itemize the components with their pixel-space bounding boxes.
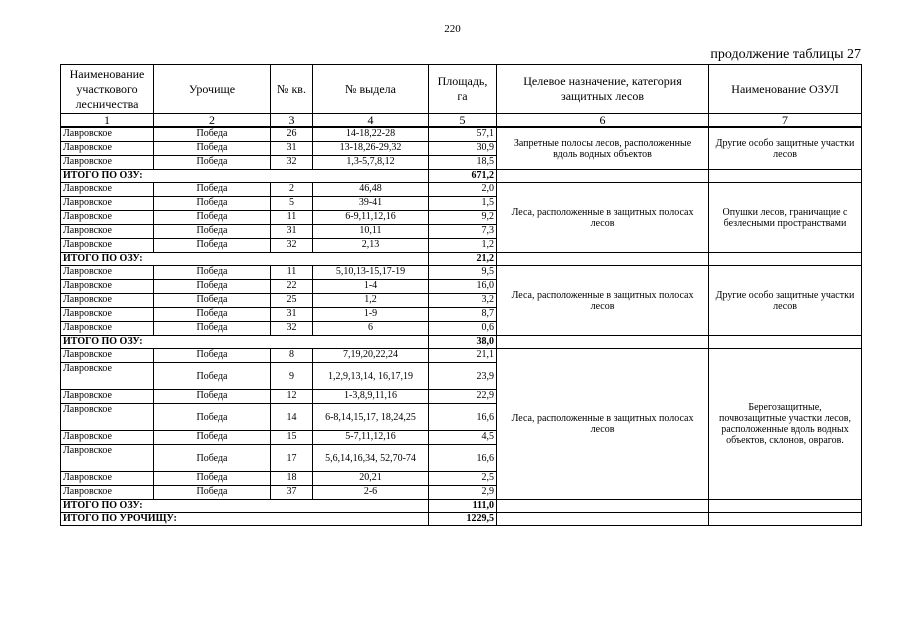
purpose-cell: Леса, расположенные в защитных полосах лесов	[497, 349, 709, 500]
quarter-cell: 32	[271, 156, 313, 170]
forest-table	[60, 64, 862, 526]
area-cell: 22,9	[429, 390, 497, 404]
subtotal-value: 21,2	[429, 253, 497, 266]
forestry-name-cell: Лавровское	[61, 390, 154, 404]
allotment-cell: 6-9,11,12,16	[313, 211, 429, 225]
tract-cell: Победа	[154, 211, 271, 225]
header-cell: Наименование участкового лесничества	[61, 65, 154, 114]
table-row	[61, 183, 862, 197]
empty-cell	[709, 253, 862, 266]
area-cell: 2,9	[429, 486, 497, 500]
tract-cell: Победа	[154, 486, 271, 500]
tract-cell: Победа	[154, 390, 271, 404]
quarter-cell: 14	[271, 404, 313, 431]
column-number: 5	[429, 114, 497, 128]
tract-cell: Победа	[154, 322, 271, 336]
header-row	[61, 65, 862, 114]
allotment-cell: 46,48	[313, 183, 429, 197]
forestry-name-cell: Лавровское	[61, 211, 154, 225]
quarter-cell: 31	[271, 308, 313, 322]
empty-cell	[709, 513, 862, 526]
column-number: 2	[154, 114, 271, 128]
area-cell: 8,7	[429, 308, 497, 322]
allotment-cell: 6-8,14,15,17, 18,24,25	[313, 404, 429, 431]
tract-cell: Победа	[154, 349, 271, 363]
area-cell: 0,6	[429, 322, 497, 336]
column-number-row	[61, 114, 862, 128]
tract-cell: Победа	[154, 183, 271, 197]
forestry-name-cell: Лавровское	[61, 197, 154, 211]
area-cell: 1,5	[429, 197, 497, 211]
tract-cell: Победа	[154, 197, 271, 211]
quarter-cell: 31	[271, 142, 313, 156]
allotment-cell: 20,21	[313, 472, 429, 486]
tract-cell: Победа	[154, 431, 271, 445]
header-cell: № кв.	[271, 65, 313, 114]
table-row	[61, 127, 862, 142]
forestry-name-cell: Лавровское	[61, 363, 154, 390]
quarter-cell: 11	[271, 266, 313, 280]
forestry-name-cell: Лавровское	[61, 156, 154, 170]
quarter-cell: 26	[271, 127, 313, 142]
column-number: 7	[709, 114, 862, 128]
forestry-name-cell: Лавровское	[61, 225, 154, 239]
allotment-cell: 5,10,13-15,17-19	[313, 266, 429, 280]
quarter-cell: 2	[271, 183, 313, 197]
forestry-name-cell: Лавровское	[61, 349, 154, 363]
forestry-name-cell: Лавровское	[61, 486, 154, 500]
quarter-cell: 11	[271, 211, 313, 225]
page-number: 220	[444, 23, 461, 35]
area-cell: 23,9	[429, 363, 497, 390]
allotment-cell: 6	[313, 322, 429, 336]
tract-cell: Победа	[154, 280, 271, 294]
tract-cell: Победа	[154, 156, 271, 170]
purpose-cell: Леса, расположенные в защитных полосах лесов	[497, 266, 709, 336]
area-cell: 1,2	[429, 239, 497, 253]
forestry-name-cell: Лавровское	[61, 266, 154, 280]
header-cell: Урочище	[154, 65, 271, 114]
allotment-cell: 2,13	[313, 239, 429, 253]
forestry-name-cell: Лавровское	[61, 294, 154, 308]
subtotal-value: 671,2	[429, 170, 497, 183]
subtotal-label: ИТОГО ПО ОЗУ:	[61, 500, 429, 513]
area-cell: 16,0	[429, 280, 497, 294]
area-cell: 2,0	[429, 183, 497, 197]
tract-cell: Победа	[154, 266, 271, 280]
forestry-name-cell: Лавровское	[61, 322, 154, 336]
forestry-name-cell: Лавровское	[61, 142, 154, 156]
empty-cell	[709, 170, 862, 183]
tract-cell: Победа	[154, 445, 271, 472]
quarter-cell: 15	[271, 431, 313, 445]
area-cell: 7,3	[429, 225, 497, 239]
table-continuation-caption: продолжение таблицы 27	[710, 47, 861, 62]
subtotal-label: ИТОГО ПО ОЗУ:	[61, 170, 429, 183]
quarter-cell: 18	[271, 472, 313, 486]
allotment-cell: 1,2,9,13,14, 16,17,19	[313, 363, 429, 390]
grand-total-value: 1229,5	[429, 513, 497, 526]
area-cell: 4,5	[429, 431, 497, 445]
area-cell: 3,2	[429, 294, 497, 308]
allotment-cell: 5,6,14,16,34, 52,70-74	[313, 445, 429, 472]
grand-total-row	[61, 513, 862, 526]
area-cell: 18,5	[429, 156, 497, 170]
quarter-cell: 37	[271, 486, 313, 500]
quarter-cell: 5	[271, 197, 313, 211]
allotment-cell: 5-7,11,12,16	[313, 431, 429, 445]
forestry-name-cell: Лавровское	[61, 127, 154, 142]
tract-cell: Победа	[154, 127, 271, 142]
table-row	[61, 349, 862, 363]
empty-cell	[497, 170, 709, 183]
forestry-name-cell: Лавровское	[61, 280, 154, 294]
forestry-name-cell: Лавровское	[61, 183, 154, 197]
header-cell: № выдела	[313, 65, 429, 114]
quarter-cell: 8	[271, 349, 313, 363]
empty-cell	[709, 500, 862, 513]
subtotal-row	[61, 170, 862, 183]
area-cell: 16,6	[429, 445, 497, 472]
area-cell: 9,2	[429, 211, 497, 225]
tract-cell: Победа	[154, 142, 271, 156]
area-cell: 2,5	[429, 472, 497, 486]
header-cell: Целевое назначение, категория защитных лесов	[497, 65, 709, 114]
purpose-cell: Запретные полосы лесов, расположенные вдоль водных объектов	[497, 127, 709, 170]
header-cell: Площадь, га	[429, 65, 497, 114]
allotment-cell: 1-3,8,9,11,16	[313, 390, 429, 404]
column-number: 1	[61, 114, 154, 128]
quarter-cell: 17	[271, 445, 313, 472]
column-number: 4	[313, 114, 429, 128]
subtotal-row	[61, 336, 862, 349]
allotment-cell: 1-9	[313, 308, 429, 322]
tract-cell: Победа	[154, 294, 271, 308]
column-number: 3	[271, 114, 313, 128]
tract-cell: Победа	[154, 363, 271, 390]
quarter-cell: 12	[271, 390, 313, 404]
ozul-cell: Другие особо защитные участки лесов	[709, 266, 862, 336]
empty-cell	[497, 253, 709, 266]
quarter-cell: 32	[271, 322, 313, 336]
table-row	[61, 266, 862, 280]
allotment-cell: 1,3-5,7,8,12	[313, 156, 429, 170]
subtotal-value: 111,0	[429, 500, 497, 513]
forestry-name-cell: Лавровское	[61, 239, 154, 253]
empty-cell	[497, 336, 709, 349]
subtotal-row	[61, 253, 862, 266]
allotment-cell: 1,2	[313, 294, 429, 308]
purpose-cell: Леса, расположенные в защитных полосах лесов	[497, 183, 709, 253]
empty-cell	[709, 336, 862, 349]
subtotal-label: ИТОГО ПО ОЗУ:	[61, 336, 429, 349]
grand-total-label: ИТОГО ПО УРОЧИЩУ:	[61, 513, 429, 526]
ozul-cell: Другие особо защитные участки лесов	[709, 127, 862, 170]
header-cell: Наименование ОЗУЛ	[709, 65, 862, 114]
subtotal-row	[61, 500, 862, 513]
empty-cell	[497, 500, 709, 513]
allotment-cell: 39-41	[313, 197, 429, 211]
ozul-cell: Берегозащитные, почвозащитные участки лесов, расположенные вдоль водных объектов, склонов, оврагов.	[709, 349, 862, 500]
forestry-name-cell: Лавровское	[61, 445, 154, 472]
tract-cell: Победа	[154, 472, 271, 486]
forestry-name-cell: Лавровское	[61, 472, 154, 486]
area-cell: 9,5	[429, 266, 497, 280]
quarter-cell: 22	[271, 280, 313, 294]
quarter-cell: 25	[271, 294, 313, 308]
quarter-cell: 32	[271, 239, 313, 253]
area-cell: 57,1	[429, 127, 497, 142]
column-number: 6	[497, 114, 709, 128]
area-cell: 21,1	[429, 349, 497, 363]
forestry-name-cell: Лавровское	[61, 404, 154, 431]
forestry-name-cell: Лавровское	[61, 308, 154, 322]
area-cell: 16,6	[429, 404, 497, 431]
tract-cell: Победа	[154, 308, 271, 322]
empty-cell	[497, 513, 709, 526]
forestry-name-cell: Лавровское	[61, 431, 154, 445]
ozul-cell: Опушки лесов, граничащие с безлесными пространствами	[709, 183, 862, 253]
allotment-cell: 14-18,22-28	[313, 127, 429, 142]
allotment-cell: 10,11	[313, 225, 429, 239]
subtotal-value: 38,0	[429, 336, 497, 349]
area-cell: 30,9	[429, 142, 497, 156]
tract-cell: Победа	[154, 239, 271, 253]
quarter-cell: 31	[271, 225, 313, 239]
allotment-cell: 2-6	[313, 486, 429, 500]
subtotal-label: ИТОГО ПО ОЗУ:	[61, 253, 429, 266]
allotment-cell: 7,19,20,22,24	[313, 349, 429, 363]
allotment-cell: 13-18,26-29,32	[313, 142, 429, 156]
allotment-cell: 1-4	[313, 280, 429, 294]
quarter-cell: 9	[271, 363, 313, 390]
tract-cell: Победа	[154, 225, 271, 239]
tract-cell: Победа	[154, 404, 271, 431]
